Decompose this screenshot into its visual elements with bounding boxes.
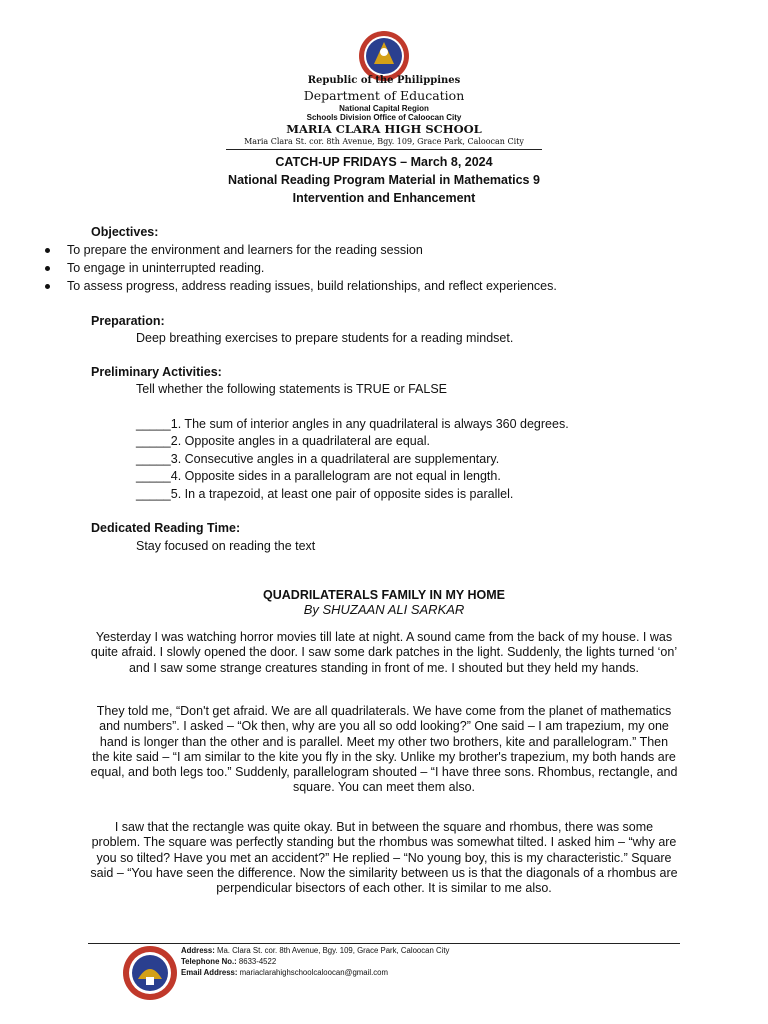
footer-address-value: Ma. Clara St. cor. 8th Avenue, Bgy. 109, Grace Park, Caloocan City [216,946,450,955]
story-author: By SHUZAAN ALI SARKAR [303,602,465,617]
objective-text: To engage in uninterrupted reading. [67,261,265,275]
footer-address-label: Address: [181,946,215,955]
bullet-icon [45,248,50,253]
true-false-item: _____4. Opposite sides in a parallelogram are not equal in length. [136,469,501,483]
header-school-address: Maria Clara St. cor. 8th Avenue, Bgy. 109, Grace Park, Caloocan City [244,137,524,146]
reading-time-text: Stay focused on reading the text [136,539,316,553]
reading-time-label: Dedicated Reading Time: [91,521,241,535]
story-paragraph: I saw that the rectangle was quite okay. But in between the square and rhombus, there was some problem. The square was perfectly standing but the rhombus was somewhat tilted. I asked him – “why are you so tilted? Have you met an accident?” He replied – “No young boy, this is my characteristic.” Square said – “You have seen the difference. Now the similarity between us is that the diagonals of a rhombus are perpendicular bisectors of each other. It is similar to me also. [90,820,678,896]
true-false-item: _____1. The sum of interior angles in any quadrilateral is always 360 degrees. [136,417,569,431]
header-republic: Republic of the Philippines [307,75,461,86]
story-paragraph: They told me, “Don't get afraid. We are all quadrilaterals. We have come from the planet of mathematics and numbers”. I asked – “Ok then, why are you all so odd looking?” One said – I am trapezium, my one hand is longer than the other and is parallel. Meet my other two brothers, kite and parallelogram.” Then the kite said – “I am similar to the kite you fly in the sky. Unlike my brother's trapezium, my both hands are equal, and both legs too.” Suddenly, parallelogram shouted – “I have three sons. Rhombus, rectangle, and square. You can meet them also. [90,704,678,795]
doc-title-line-3: Intervention and Enhancement [292,191,476,205]
footer-email-value[interactable]: mariaclarahighschoolcaloocan@gmail.com [239,968,388,977]
preliminary-label: Preliminary Activities: [91,365,222,379]
footer-telephone [181,957,276,966]
story-paragraph: Yesterday I was watching horror movies till late at night. A sound came from the back of my house. I was quite afraid. I slowly opened the door. I saw some dark patches in the light. Suddenly, the lights turned ‘on’ and I saw some strange creatures standing in front of me. I shouted but they held my hands. [90,630,678,675]
school-logo-icon [122,945,178,1001]
preparation-label: Preparation: [91,314,165,328]
doc-title-line-2: National Reading Program Material in Mathematics 9 [228,173,540,187]
footer-divider [88,943,680,944]
header-divider [226,149,542,150]
objective-text: To prepare the environment and learners for the reading session [67,243,423,257]
objective-text: To assess progress, address reading issues, build relationships, and reflect experiences. [67,279,557,293]
true-false-item: _____5. In a trapezoid, at least one pair of opposite sides is parallel. [136,487,514,501]
footer-telephone-label: Telephone No.: [181,957,237,966]
footer-address [181,946,449,955]
true-false-item: _____3. Consecutive angles in a quadrilateral are supplementary. [136,452,500,466]
header-school-name: MARIA CLARA HIGH SCHOOL [286,122,482,136]
bullet-icon [45,284,50,289]
true-false-item: _____2. Opposite angles in a quadrilateral are equal. [136,434,430,448]
bullet-icon [45,266,50,271]
footer-telephone-value: 8633-4522 [238,957,277,966]
story-title: QUADRILATERALS FAMILY IN MY HOME [263,588,505,602]
doc-title-line-1: CATCH-UP FRIDAYS – March 8, 2024 [275,155,493,169]
objectives-label: Objectives: [91,225,159,239]
header-region: National Capital Region [339,104,429,113]
header-division: Schools Division Office of Caloocan City [306,113,462,122]
preparation-text: Deep breathing exercises to prepare students for a reading mindset. [136,331,514,345]
footer-email [181,968,388,977]
preliminary-instruction: Tell whether the following statements is TRUE or FALSE [136,382,448,396]
footer-email-label: Email Address: [181,968,238,977]
header-department: Department of Education [303,88,465,103]
